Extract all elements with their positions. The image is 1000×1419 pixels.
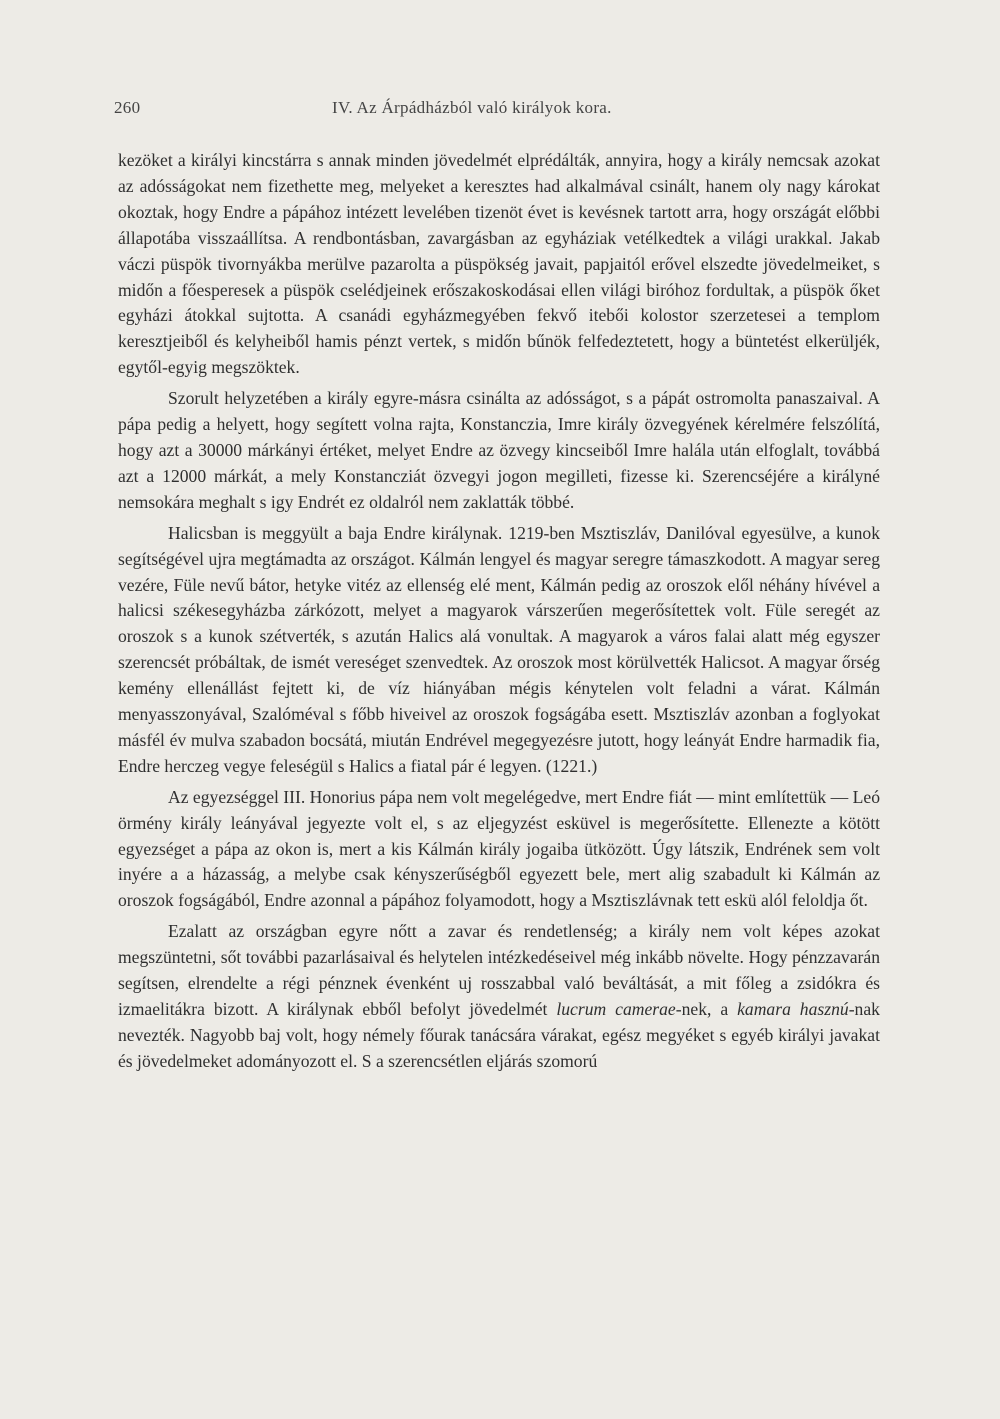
paragraph-1: kezöket a királyi kincstárra s annak minden jövedelmét elprédálták, annyira, hogy a király nemcsak azokat az adósságokat nem fizethette meg, melyeket a keresztes had alkalmával csinált, hanem oly nagy károkat okoztak, hogy Endre a pápához intézett levelében tizenöt évet is kevésnek tartott arra, hogy országát előbbi állapotába visszaállítsa. A rendbontásban, zavargásban az egyháziak vetélkedtek a világi urakkal. Jakab váczi püspök tivornyákba merülve pazarolta a püspökség javait, papjaitól erővel elszedte jövedelmeiket, s midőn a főesperesek a püspök cselédjeinek erőszakoskodásai ellen világi biróhoz fordultak, a püspök őket egyházi átokkal sujtotta. A csanádi egyházmegyében fekvő itebői kolostor szerzetesei a templom keresztjeiből és kelyheiből hamis pénzt vertek, s midőn bűnök felfedeztetett, hogy a büntetést elkerüljék, egytől-egyig megszöktek. <box>118 150 880 378</box>
running-head <box>114 98 894 124</box>
body-text <box>118 148 880 1075</box>
running-title: IV. Az Árpádházból való királyok kora. <box>332 98 612 117</box>
italic-term-lucrum: lucrum camerae <box>556 999 676 1019</box>
paragraph-5-text-b: -nek, a <box>675 999 738 1019</box>
paragraph-2: Szorult helyzetében a király egyre-másra csinálta az adósságot, s a pápát ostromolta panaszaival. A pápa pedig a helyett, hogy segített volna rajta, Konstanczia, Imre király özvegyének kérelmére felszólítá, hogy azt a 30000 márkányi értéket, melyet Endre az özvegy kincseiből Imre halála után elfoglalt, továbbá azt a 12000 márkát, a mely Konstancziát özvegyi jogon megilleti, fizesse ki. Szerencséjére a királyné nemsokára meghalt s igy Endrét ez oldalról nem zaklatták többé. <box>118 388 880 512</box>
paragraph-5 <box>118 919 880 1074</box>
paragraph-5-text-c: -nak nevezték. Nagyobb baj volt, hogy némely főurak tanácsára várakat, egész megyéket s egyéb királyi javakat és jövedelmeket adományozott el. S a szerencsétlen eljárás szomorú <box>118 999 880 1071</box>
paragraph-4: Az egyezséggel III. Honorius pápa nem volt megelégedve, mert Endre fiát — mint említettük — Leó örmény király leányával jegyezte volt el, s az eljegyzést esküvel is megerősítette. Ellenezte a kötött egyezséget a pápa az okon is, mert a kis Kálmán király jogaiba ütközött. Úgy látszik, Endrének sem volt inyére a a házasság, a melybe csak kényszerűségből egyezett bele, mert alig szabadult ki Kálmán az oroszok fogságából, Endre azonnal a pápához folyamodott, hogy a Msztiszlávnak tett eskü alól feloldja őt. <box>118 786 880 911</box>
page-number: 260 <box>114 98 141 117</box>
paragraph-5-text-a: Ezalatt az országban egyre nőtt a zavar és rendetlenség; a király nem volt képes azokat megszüntetni, sőt további pazarlásaival és helytelen intézkedéseivel még inkább növelte. Hogy pénzzavarán segítsen, elrendelte a régi pénznek évenként uj rosszabbal való beváltását, a mit főleg a zsidókra és izmaelitákra bizott. A királynak ebből befolyt jövedelmét <box>118 921 880 1019</box>
paragraph-3: Halicsban is meggyült a baja Endre királynak. 1219-ben Msztiszláv, Danilóval egyesülve, a kunok segítségével ujra megtámadta az országot. Kálmán lengyel és magyar seregre támaszkodott. A magyar sereg vezére, Füle nevű bátor, hetyke vitéz az ellenség elé ment, Kálmán pedig az oroszok elől néhány hívével a halicsi székesegyházba zárkózott, melyet a magyarok várszerűen megerősítettek volt. Füle seregét az oroszok s a kunok szétverték, s azután Halics alá vonultak. A magyarok a város falai alatt még egyszer szerencsét próbáltak, de ismét vereséget szenvedtek. Az oroszok most körülvették Halicsot. A magyar őrség kemény ellenállást fejtett ki, de víz hiányában mégis kénytelen volt feladni a várat. Kálmán menyasszonyával, Szalóméval s főbb hiveivel az oroszok fogságába esett. Msztiszláv azonban a foglyokat másfél év mulva szabadon bocsátá, miután Endrével megegyezésre jutott, hogy leányát Endre harmadik fia, Endre herczeg vegye feleségül s Halics a fiatal pár é legyen. (1221.) <box>118 522 880 776</box>
italic-term-kamara: kamara hasznú <box>737 999 849 1019</box>
